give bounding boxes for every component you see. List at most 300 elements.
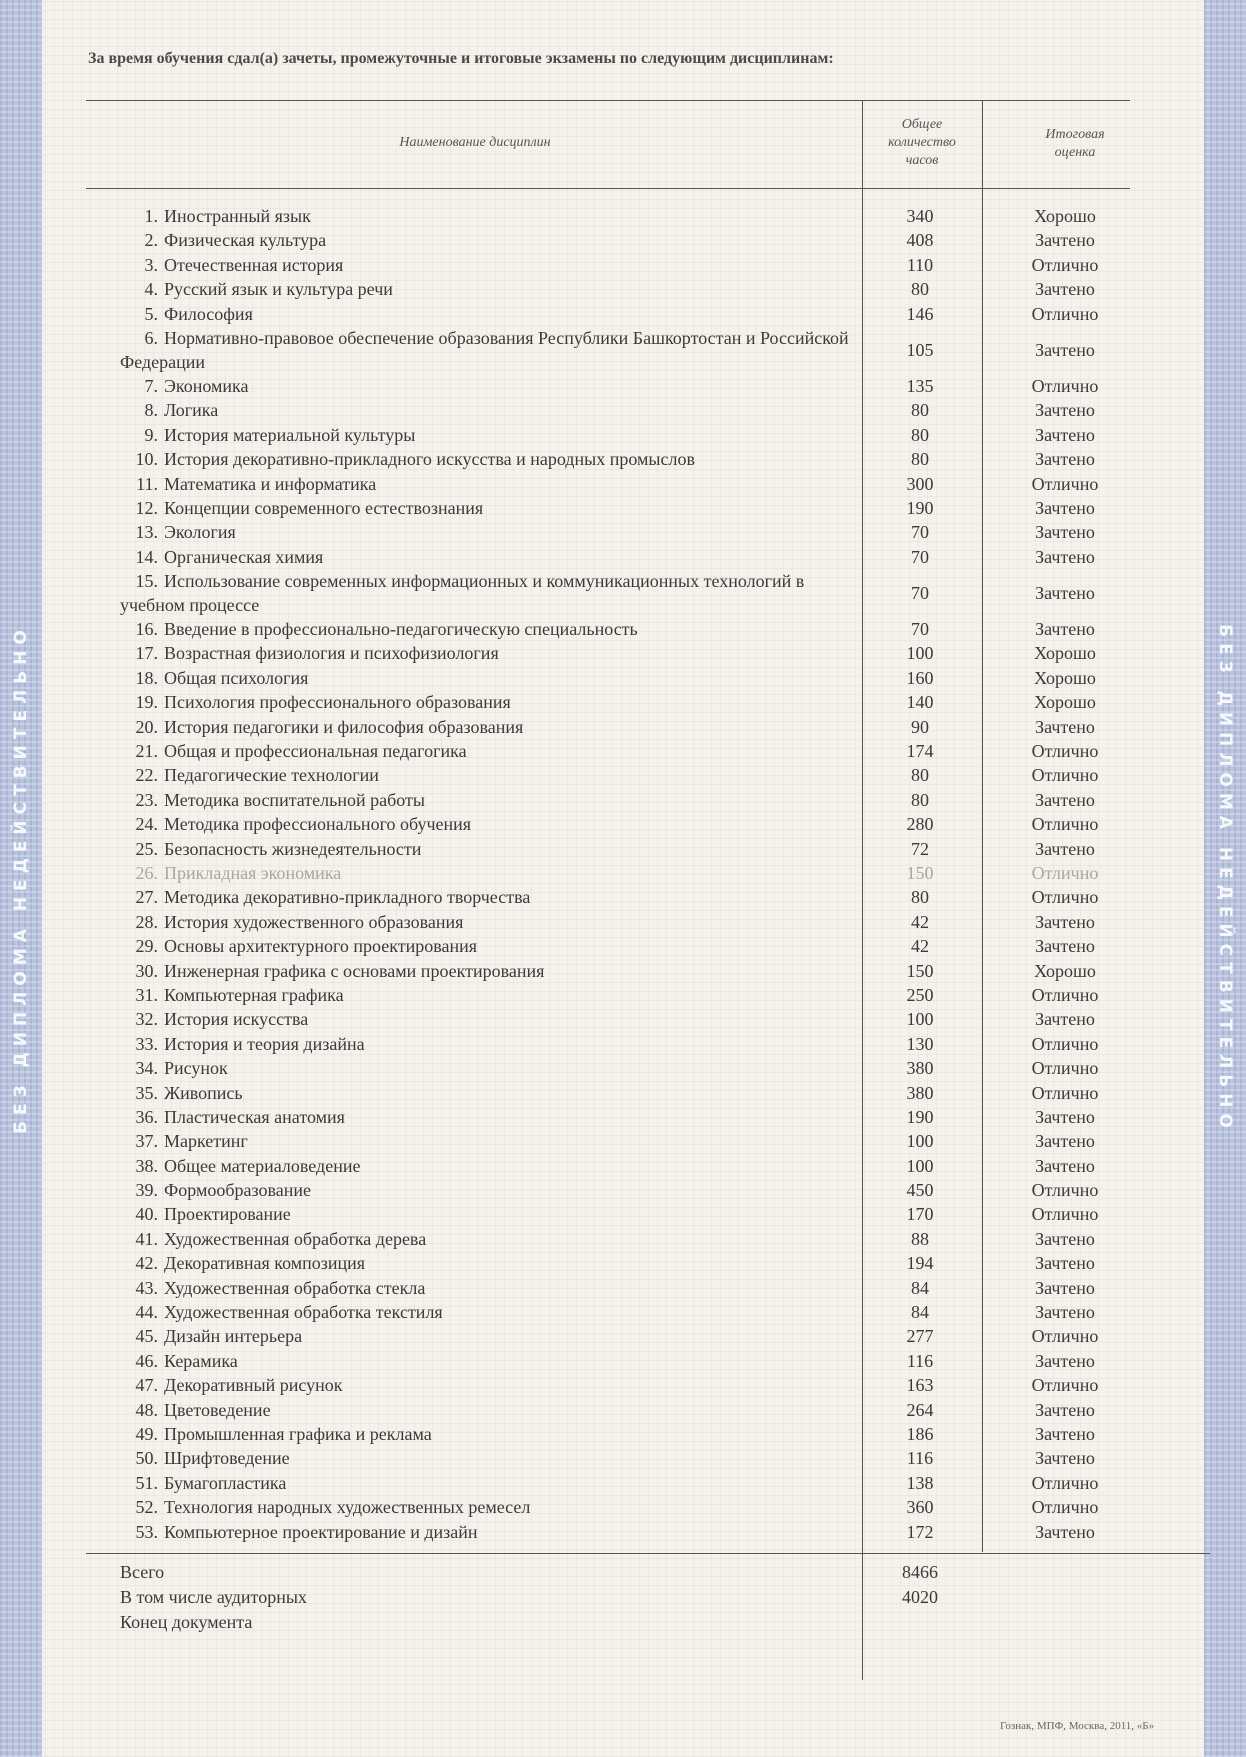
discipline-number: 31. [135,984,158,1005]
table-row [0,326,1246,374]
discipline-grade: Зачтено [1035,911,1095,932]
discipline-name [120,690,860,714]
discipline-number: 23. [135,789,158,810]
discipline-number: 12. [135,497,158,518]
discipline-grade: Зачтено [1035,789,1095,810]
discipline-title: Иностранный язык [164,206,311,226]
disciplines-table [0,204,1246,1544]
discipline-hours: 190 [906,1106,934,1127]
table-row [0,934,1246,958]
discipline-name [120,277,860,301]
discipline-name [120,520,860,544]
discipline-grade: Зачтено [1035,449,1095,470]
discipline-name [120,1520,860,1544]
discipline-title: Рисунок [164,1058,228,1079]
discipline-name [120,812,860,836]
discipline-number: 50. [135,1448,158,1469]
discipline-name [120,204,860,228]
discipline-name [120,326,860,374]
end-of-document: Конец документа [120,1612,253,1632]
discipline-number: 44. [135,1302,158,1323]
discipline-number: 33. [135,1033,158,1054]
discipline-hours: 300 [906,473,934,494]
discipline-number: 10. [135,449,158,470]
discipline-title: Художественная обработка дерева [164,1228,427,1249]
discipline-hours: 100 [906,1131,934,1152]
discipline-number: 46. [135,1350,158,1371]
table-row [0,228,1246,252]
discipline-name [120,788,860,812]
discipline-grade: Зачтено [1035,230,1095,251]
discipline-title: Прикладная экономика [164,862,342,883]
discipline-grade: Зачтено [1035,1155,1095,1176]
discipline-number: 6. [144,327,158,348]
discipline-hours: 80 [911,279,929,300]
table-row [0,983,1246,1007]
discipline-hours: 135 [906,375,934,396]
table-row [0,1349,1246,1373]
discipline-number: 27. [135,887,158,908]
discipline-hours: 130 [906,1033,934,1054]
totals-top-line [86,1553,1210,1554]
discipline-number: 21. [135,741,158,762]
discipline-hours: 280 [906,814,934,835]
discipline-hours: 80 [911,424,929,445]
discipline-hours: 42 [911,936,929,957]
table-row [0,1398,1246,1422]
total-row [120,1560,938,1585]
discipline-number: 34. [135,1058,158,1079]
discipline-hours: 84 [911,1302,929,1323]
discipline-title: История материальной культуры [164,424,416,445]
table-row [0,398,1246,422]
table-row [0,447,1246,471]
discipline-title: Отечественная история [164,254,344,275]
discipline-title: Компьютерная графика [164,984,344,1005]
discipline-title: Пластическая анатомия [164,1106,345,1127]
table-row [0,1471,1246,1495]
discipline-number: 37. [135,1131,158,1152]
discipline-title: Нормативно-правовое обеспечение образования Республики Башкортостан и Российской Федерации [120,327,849,372]
discipline-title: Проектирование [164,1204,291,1225]
discipline-title: Математика и информатика [164,473,377,494]
table-row [0,496,1246,520]
table-row [0,715,1246,739]
table-row [0,1300,1246,1324]
discipline-number: 3. [144,254,158,275]
discipline-number: 36. [135,1106,158,1127]
discipline-hours: 100 [906,1155,934,1176]
discipline-name [120,983,860,1007]
table-row [0,666,1246,690]
discipline-name [120,910,860,934]
discipline-hours: 80 [911,400,929,421]
discipline-name [120,837,860,861]
discipline-title: История искусства [164,1009,309,1030]
discipline-grade: Отлично [1031,254,1099,275]
discipline-hours: 70 [911,546,929,567]
discipline-grade: Зачтено [1035,1302,1095,1323]
discipline-grade: Зачтено [1035,1350,1095,1371]
discipline-number: 8. [144,400,158,421]
discipline-name [120,739,860,763]
discipline-hours: 72 [911,838,929,859]
discipline-name [120,1373,860,1397]
right-band-text: БЕЗ ДИПЛОМА НЕДЕЙСТВИТЕЛЬНО [1215,623,1235,1134]
discipline-name [120,1007,860,1031]
discipline-grade: Отлично [1031,1375,1099,1396]
discipline-grade: Зачтено [1035,583,1095,604]
discipline-hours: 70 [911,619,929,640]
discipline-title: Введение в профессионально-педагогическую специальность [164,619,638,640]
discipline-title: Общее материаловедение [164,1155,361,1176]
table-row [0,423,1246,447]
table-row [0,641,1246,665]
discipline-grade: Зачтено [1035,1423,1095,1444]
discipline-hours: 100 [906,643,934,664]
discipline-name [120,1398,860,1422]
table-row [0,1007,1246,1031]
table-row [0,617,1246,641]
table-row [0,1446,1246,1470]
discipline-grade: Зачтено [1035,339,1095,360]
discipline-title: Педагогические технологии [164,765,379,786]
discipline-title: Русский язык и культура речи [164,279,393,300]
discipline-number: 40. [135,1204,158,1225]
discipline-grade: Отлично [1031,765,1099,786]
discipline-number: 18. [135,667,158,688]
discipline-hours: 170 [906,1204,934,1225]
discipline-hours: 150 [906,862,934,883]
discipline-title: Формообразование [164,1180,311,1201]
left-band-text: БЕЗ ДИПЛОМА НЕДЕЙСТВИТЕЛЬНО [11,623,31,1134]
discipline-title: Философия [164,303,253,324]
discipline-number: 43. [135,1277,158,1298]
discipline-title: Безопасность жизнедеятельности [164,838,422,859]
discipline-title: Психология профессионального образования [164,692,511,713]
discipline-hours: 250 [906,984,934,1005]
table-row [0,253,1246,277]
discipline-hours: 42 [911,911,929,932]
discipline-title: История художественного образования [164,911,464,932]
discipline-number: 1. [144,206,158,226]
discipline-grade: Зачтено [1035,838,1095,859]
discipline-number: 52. [135,1497,158,1518]
discipline-title: История декоративно-прикладного искусства и народных промыслов [164,449,695,470]
discipline-title: Маркетинг [164,1131,248,1152]
discipline-name [120,1202,860,1226]
discipline-hours: 408 [906,230,934,251]
table-row [0,520,1246,544]
totals-block [120,1560,938,1635]
discipline-number: 35. [135,1082,158,1103]
table-row [0,1422,1246,1446]
table-row [0,545,1246,569]
table-row [0,1154,1246,1178]
discipline-hours: 70 [911,583,929,604]
discipline-grade: Отлично [1031,887,1099,908]
discipline-title: Физическая культура [164,230,327,251]
discipline-grade: Отлично [1031,1058,1099,1079]
discipline-number: 24. [135,814,158,835]
discipline-hours: 163 [906,1375,934,1396]
discipline-number: 39. [135,1180,158,1201]
discipline-number: 17. [135,643,158,664]
auditory-value: 4020 [902,1587,938,1607]
table-row [0,910,1246,934]
discipline-title: Методика воспитательной работы [164,789,425,810]
discipline-name [120,423,860,447]
discipline-hours: 150 [906,960,934,981]
discipline-hours: 84 [911,1277,929,1298]
discipline-name [120,1300,860,1324]
header-bottom-line [86,188,1130,189]
table-row [0,1227,1246,1251]
discipline-grade: Зачтено [1035,716,1095,737]
discipline-grade: Зачтено [1035,1448,1095,1469]
discipline-number: 9. [144,424,158,445]
discipline-hours: 80 [911,789,929,810]
auditory-row [120,1585,938,1610]
discipline-title: Декоративная композиция [164,1253,366,1274]
discipline-name [120,617,860,641]
discipline-grade: Хорошо [1034,643,1096,664]
table-row [0,277,1246,301]
total-value: 8466 [902,1562,938,1582]
discipline-grade: Отлично [1031,862,1099,883]
discipline-title: Использование современных информационных и коммуникационных технологий в учебном процессе [120,571,805,616]
table-row [0,1202,1246,1226]
discipline-hours: 110 [906,254,934,275]
discipline-name [120,496,860,520]
discipline-number: 5. [144,303,158,324]
discipline-number: 38. [135,1155,158,1176]
discipline-hours: 146 [906,303,934,324]
table-row [0,959,1246,983]
discipline-name [120,1056,860,1080]
discipline-name [120,1227,860,1251]
discipline-number: 22. [135,765,158,786]
discipline-number: 20. [135,716,158,737]
table-row [0,1129,1246,1153]
table-row [0,1495,1246,1519]
discipline-grade: Отлично [1031,1033,1099,1054]
discipline-hours: 90 [911,716,929,737]
discipline-name [120,1081,860,1105]
discipline-grade: Отлично [1031,1082,1099,1103]
discipline-name [120,1178,860,1202]
discipline-hours: 80 [911,449,929,470]
discipline-name [120,1251,860,1275]
discipline-hours: 105 [906,339,934,360]
discipline-hours: 80 [911,765,929,786]
discipline-number: 13. [135,522,158,543]
discipline-number: 7. [144,375,158,396]
discipline-number: 25. [135,838,158,859]
discipline-grade: Отлично [1031,1326,1099,1347]
discipline-title: Общая психология [164,667,309,688]
discipline-name [120,763,860,787]
discipline-number: 49. [135,1423,158,1444]
discipline-hours: 80 [911,887,929,908]
discipline-grade: Зачтено [1035,497,1095,518]
discipline-grade: Отлично [1031,814,1099,835]
discipline-number: 48. [135,1399,158,1420]
discipline-title: Декоративный рисунок [164,1375,343,1396]
discipline-grade: Зачтено [1035,1228,1095,1249]
discipline-number: 4. [144,279,158,300]
discipline-name [120,1349,860,1373]
discipline-name [120,861,860,885]
table-row [0,204,1246,228]
discipline-grade: Зачтено [1035,400,1095,421]
discipline-grade: Отлично [1031,303,1099,324]
discipline-name [120,1154,860,1178]
discipline-hours: 360 [906,1497,934,1518]
discipline-hours: 172 [906,1521,934,1542]
discipline-hours: 380 [906,1058,934,1079]
discipline-grade: Отлично [1031,1180,1099,1201]
discipline-name [120,1446,860,1470]
table-row [0,861,1246,885]
table-row [0,812,1246,836]
discipline-title: Промышленная графика и реклама [164,1423,432,1444]
discipline-title: Методика профессионального обучения [164,814,472,835]
discipline-number: 14. [135,546,158,567]
discipline-hours: 186 [906,1423,934,1444]
discipline-grade: Отлично [1031,1497,1099,1518]
discipline-number: 47. [135,1375,158,1396]
discipline-name [120,1324,860,1348]
discipline-number: 15. [135,571,158,592]
discipline-number: 28. [135,911,158,932]
discipline-title: Художественная обработка текстиля [164,1302,443,1323]
discipline-hours: 380 [906,1082,934,1103]
discipline-number: 29. [135,936,158,957]
discipline-hours: 277 [906,1326,934,1347]
discipline-hours: 116 [906,1448,934,1469]
table-row [0,739,1246,763]
discipline-name [120,1032,860,1056]
discipline-grade: Зачтено [1035,619,1095,640]
table-row [0,569,1246,617]
discipline-title: Экономика [164,375,249,396]
discipline-number: 2. [144,230,158,251]
discipline-title: Цветоведение [164,1399,271,1420]
discipline-grade: Зачтено [1035,936,1095,957]
discipline-grade: Отлично [1031,375,1099,396]
discipline-name [120,666,860,690]
discipline-number: 51. [135,1472,158,1493]
discipline-name [120,472,860,496]
discipline-hours: 88 [911,1228,929,1249]
discipline-grade: Зачтено [1035,1521,1095,1542]
discipline-grade: Хорошо [1034,692,1096,713]
discipline-name [120,253,860,277]
discipline-name [120,715,860,739]
table-row [0,763,1246,787]
discipline-grade: Отлично [1031,1204,1099,1225]
discipline-name [120,934,860,958]
discipline-hours: 194 [906,1253,934,1274]
discipline-title: Основы архитектурного проектирования [164,936,478,957]
discipline-number: 19. [135,692,158,713]
table-row [0,472,1246,496]
discipline-title: Компьютерное проектирование и дизайн [164,1521,478,1542]
total-label: Всего [120,1562,165,1582]
discipline-grade: Отлично [1031,984,1099,1005]
discipline-grade: Хорошо [1034,960,1096,981]
discipline-name [120,302,860,326]
discipline-name [120,374,860,398]
discipline-title: Экология [164,522,236,543]
discipline-hours: 174 [906,741,934,762]
table-row [0,1251,1246,1275]
discipline-name [120,1422,860,1446]
discipline-name [120,447,860,471]
table-row [0,788,1246,812]
table-row [0,1081,1246,1105]
discipline-number: 30. [135,960,158,981]
discipline-name [120,1129,860,1153]
table-row [0,1105,1246,1129]
discipline-title: История педагогики и философия образования [164,716,524,737]
discipline-name [120,545,860,569]
discipline-name [120,885,860,909]
discipline-title: Возрастная физиология и психофизиология [164,643,499,664]
table-row [0,1178,1246,1202]
discipline-title: Бумагопластика [164,1472,287,1493]
discipline-grade: Зачтено [1035,424,1095,445]
discipline-title: Шрифтоведение [164,1448,290,1469]
discipline-number: 32. [135,1009,158,1030]
discipline-grade: Отлично [1031,1472,1099,1493]
discipline-hours: 340 [906,206,934,226]
discipline-name [120,641,860,665]
discipline-name [120,959,860,983]
auditory-label: В том числе аудиторных [120,1587,307,1607]
discipline-grade: Хорошо [1034,667,1096,688]
discipline-title: Керамика [164,1350,238,1371]
discipline-name [120,1471,860,1495]
discipline-grade: Зачтено [1035,1106,1095,1127]
discipline-title: Инженерная графика с основами проектирования [164,960,545,981]
discipline-name [120,228,860,252]
table-row [0,1324,1246,1348]
table-row [0,1032,1246,1056]
discipline-hours: 264 [906,1399,934,1420]
discipline-title: История и теория дизайна [164,1033,365,1054]
discipline-title: Технология народных художественных ремесел [164,1497,531,1518]
discipline-number: 45. [135,1326,158,1347]
column-header-name: Наименование дисциплин [399,135,551,150]
table-top-line [86,100,1130,101]
table-row [0,1520,1246,1544]
discipline-name [120,569,860,617]
table-row [0,885,1246,909]
discipline-hours: 450 [906,1180,934,1201]
discipline-hours: 70 [911,522,929,543]
discipline-name [120,1105,860,1129]
discipline-title: Общая и профессиональная педагогика [164,741,467,762]
table-row [0,1056,1246,1080]
table-row [0,302,1246,326]
discipline-number: 16. [135,619,158,640]
discipline-grade: Зачтено [1035,1253,1095,1274]
discipline-number: 11. [136,473,158,494]
column-header-hours: Общее количество часов [888,117,956,168]
discipline-title: Живопись [164,1082,243,1103]
